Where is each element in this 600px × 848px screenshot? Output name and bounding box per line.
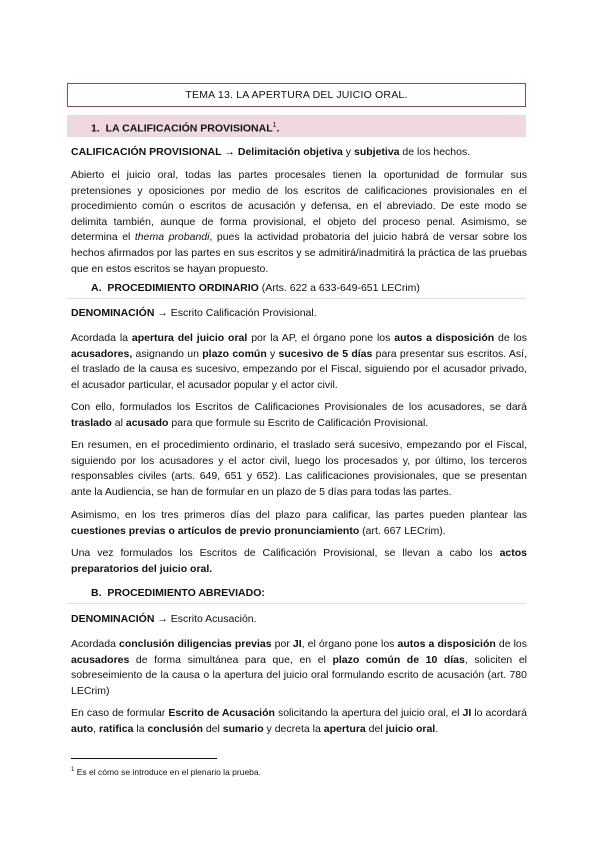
- paragraph-denominacion-abreviado: DENOMINACIÓN → Escrito Acusación.: [71, 613, 257, 625]
- section-1-heading: 1. LA CALIFICACIÓN PROVISIONAL$^1$.: [67, 115, 526, 137]
- document-title: TEMA 13. LA APERTURA DEL JUICIO ORAL.: [67, 83, 526, 107]
- footnote-divider: [71, 758, 217, 759]
- paragraph-traslado-acusado: Con ello, formulados los Escritos de Calificaciones Provisionales de los acusadores, se dará traslado al acusado para que formule su Escrito de Calificación Provisional.: [71, 401, 527, 429]
- paragraph-definition: CALIFICACIÓN PROVISIONAL → Delimitación objetiva y subjetiva de los hechos.: [71, 146, 471, 158]
- footnote: $^1$ Es el cómo se introduce en el plenario la prueba.: [71, 766, 261, 777]
- paragraph-actos-preparatorios: Una vez formulados los Escritos de Calificación Provisional, se llevan a cabo los actos preparatorios del juicio oral.: [71, 547, 527, 575]
- paragraph-escrito-acusacion: En caso de formular Escrito de Acusación solicitando la apertura del juicio oral, el JI lo acordará auto, ratifica la conclusión del sumario y decreta la apertura del juicio oral.: [71, 707, 527, 735]
- paragraph-abreviado-plazo: Acordada conclusión diligencias previas por JI, el órgano pone los autos a disposición de los acusadores de forma simultánea para que, en el plazo común de 10 días, soliciten el sobreseimiento de la causa o la apertura del juicio oral formulando escrito de acusación (art. 780 LECrim): [71, 638, 528, 697]
- subsection-a-heading: A. PROCEDIMIENTO ORDINARIO (Arts. 622 a 633-649-651 LECrim): [67, 279, 526, 299]
- footnote-ref: 1: [272, 122, 277, 129]
- paragraph-intro: Abierto el juicio oral, todas las partes procesales tienen la oportunidad de formular sus pretensiones y oposiciones por medio de los escritos de calificaciones provisionales en el procedimiento común o escritos de acusación y defensa, en el abreviado. De este modo se delimita también, aunque de forma provisional, el objeto del proceso penal. Asimismo, se determina el thema probandi, pues la actividad probatoria del juicio habrá de versar sobre los hechos afirmados por las partes en sus escritos y se admitirá/inadmitirá la práctica de las pruebas que en estos escritos se hayan propuesto.: [71, 169, 527, 275]
- paragraph-denominacion-ordinario: DENOMINACIÓN → Escrito Calificación Provisional.: [71, 307, 317, 319]
- paragraph-ordinario-traslado: Acordada la apertura del juicio oral por la AP, el órgano pone los autos a disposición de los acusadores, asignando un plazo común y sucesivo de 5 días para presentar sus escritos. Así, el traslado de la causa es sucesivo, empezando por el Fiscal, siguiendo por el acusador privado, el acusador particular, el acusador popular y el actor civil.: [71, 332, 527, 391]
- subsection-b-heading: B. PROCEDIMIENTO ABREVIADO:: [67, 584, 526, 604]
- paragraph-cuestiones-previas: Asimismo, en los tres primeros días del plazo para calificar, las partes pueden plantear las cuestiones previas o artículos de previo pronunciamiento (art. 667 LECrim).: [71, 509, 527, 537]
- paragraph-resumen: En resumen, en el procedimiento ordinario, el traslado será sucesivo, empezando por el Fiscal, siguiendo por los acusadores y el actor civil, luego los procesados y, por último, los terceros responsables civiles (arts. 649, 651 y 652). Las calificaciones provisionales, que se presentan ante la Audiencia, se han de formular en un plazo de 5 días para todas las partes.: [71, 439, 527, 498]
